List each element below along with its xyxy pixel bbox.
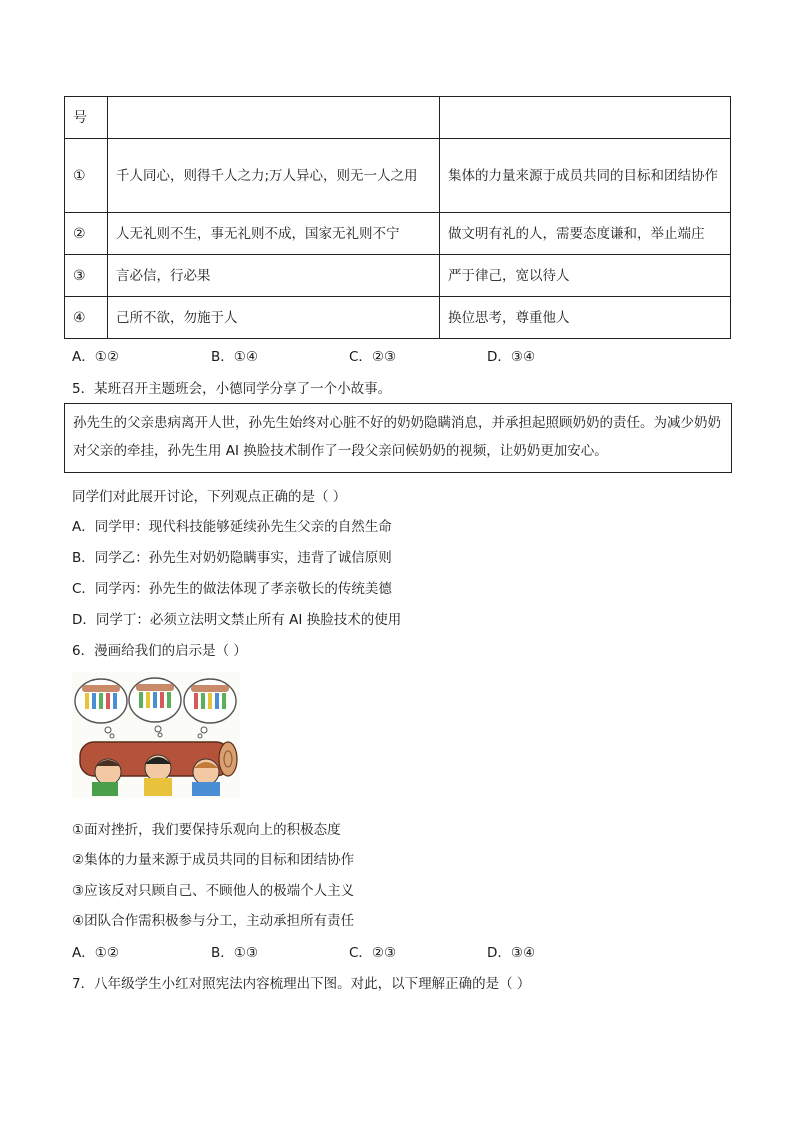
table-header-col3 <box>440 97 731 139</box>
thought-bubble-middle <box>129 678 181 722</box>
q6-option-a[interactable]: A．①② <box>72 945 119 961</box>
row-saying: 言必信，行必果 <box>108 255 440 297</box>
row-saying: 千人同心，则得千人之力;万人异心，则无一人之用 <box>108 139 440 213</box>
q5-option-a[interactable]: A．同学甲：现代科技能够延续孙先生父亲的自然生命 <box>72 519 392 535</box>
thought-bubble-left <box>75 679 127 723</box>
table-row <box>65 213 731 255</box>
q4-option-b[interactable]: B．①④ <box>211 349 258 365</box>
table-row <box>65 139 731 213</box>
thought-bubble-right <box>184 679 236 723</box>
row-meaning: 集体的力量来源于成员共同的目标和团结协作 <box>440 139 731 213</box>
row-number: ③ <box>65 255 108 297</box>
q4-option-d[interactable]: D．③④ <box>487 349 536 365</box>
q6-option-b[interactable]: B．①③ <box>211 945 258 961</box>
row-saying: 己所不欲，勿施于人 <box>108 297 440 339</box>
row-number: ④ <box>65 297 108 339</box>
q6-statement-2: ②集体的力量来源于成员共同的目标和团结协作 <box>72 852 355 868</box>
q5-option-c[interactable]: C．同学丙：孙先生的做法体现了孝亲敬长的传统美德 <box>72 581 392 597</box>
q6-statement-4: ④团队合作需积极参与分工，主动承担所有责任 <box>72 913 355 929</box>
children-figures <box>92 755 220 796</box>
q6-option-c[interactable]: C．②③ <box>349 945 397 961</box>
q4-option-c[interactable]: C．②③ <box>349 349 397 365</box>
teamwork-cartoon <box>72 672 240 799</box>
table-header-num: 号 <box>65 97 108 139</box>
q5-story-box <box>64 403 732 473</box>
q5-story-text: 孙先生的父亲患病离开人世，孙先生始终对心脏不好的奶奶隐瞒消息，并承担起照顾奶奶的责任。为减少奶奶对父亲的牵挂，孙先生用 AI 换脸技术制作了一段父亲问候奶奶的视频，让奶奶更加安心。 <box>73 415 721 459</box>
table-row <box>65 255 731 297</box>
row-meaning: 换位思考，尊重他人 <box>440 297 731 339</box>
row-saying: 人无礼则不生，事无礼则不成，国家无礼则不宁 <box>108 213 440 255</box>
row-meaning: 做文明有礼的人，需要态度谦和，举止端庄 <box>440 213 731 255</box>
q5-stem: 5．某班召开主题班会，小德同学分享了一个小故事。 <box>72 381 392 397</box>
table-header-row <box>65 97 731 139</box>
q6-stem: 6．漫画给我们的启示是（ ） <box>72 643 247 659</box>
q5-prompt: 同学们对此展开讨论，下列观点正确的是（ ） <box>72 489 347 505</box>
q6-option-d[interactable]: D．③④ <box>487 945 536 961</box>
row-number: ② <box>65 213 108 255</box>
proverb-table <box>64 96 731 339</box>
table-header-col2 <box>108 97 440 139</box>
q4-option-a[interactable]: A．①② <box>72 349 119 365</box>
table-row <box>65 297 731 339</box>
row-number: ① <box>65 139 108 213</box>
q6-statement-1: ①面对挫折，我们要保持乐观向上的积极态度 <box>72 822 341 838</box>
q5-option-d[interactable]: D．同学丁：必须立法明文禁止所有 AI 换脸技术的使用 <box>72 612 402 628</box>
q5-option-b[interactable]: B．同学乙：孙先生对奶奶隐瞒事实，违背了诚信原则 <box>72 550 392 566</box>
q6-statement-3: ③应该反对只顾自己、不顾他人的极端个人主义 <box>72 883 355 899</box>
row-meaning: 严于律己，宽以待人 <box>440 255 731 297</box>
q7-stem: 7．八年级学生小红对照宪法内容梳理出下图。对此，以下理解正确的是（ ） <box>72 976 531 992</box>
